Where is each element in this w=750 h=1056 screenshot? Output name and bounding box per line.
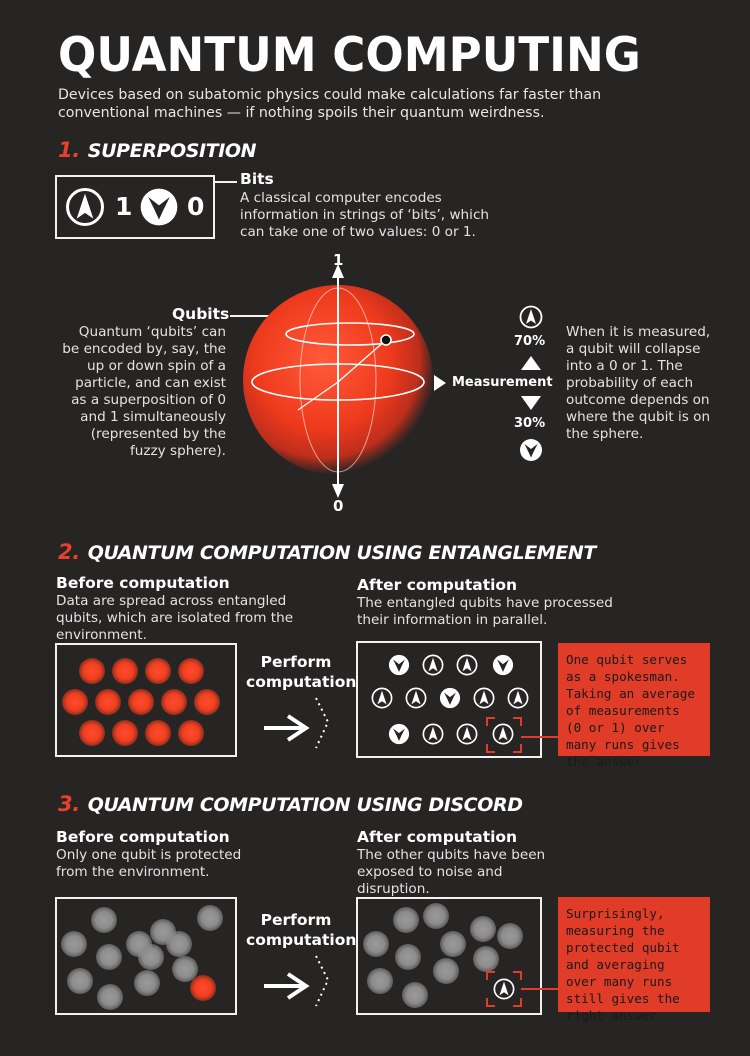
bits-heading: Bits xyxy=(240,170,274,188)
s2-after-qubits-box xyxy=(356,641,542,758)
grey-qubit xyxy=(402,982,428,1008)
section-3-heading xyxy=(58,792,523,816)
spin-up-icon xyxy=(405,687,427,709)
measurement-description: When it is measured, a qubit will collapse into a 0 or 1. The probability of each outcome depends on where the qubit is on the sphere. xyxy=(566,324,711,442)
spin-up-icon xyxy=(422,723,444,745)
s2-note-box: One qubit serves as a spokesman. Taking an average of measurements (0 or 1) over many runs gives the answer. xyxy=(558,643,710,756)
qubit-state-point xyxy=(381,335,391,345)
red-qubit xyxy=(79,720,105,746)
spin-up-icon xyxy=(519,305,543,329)
spin-up-icon xyxy=(456,654,478,676)
s2-perform-label: Perform computation xyxy=(246,653,357,691)
triangle-down-icon xyxy=(521,396,541,410)
red-qubit xyxy=(112,720,138,746)
s3-note-box: Surprisingly, measuring the protected qubit and averaging over many runs still gives the right answer. xyxy=(558,897,710,1012)
bits-connector xyxy=(215,181,237,183)
grey-qubit xyxy=(97,984,123,1010)
red-qubit xyxy=(95,689,121,715)
prob-down-label: 30% xyxy=(514,416,546,431)
bits-description: A classical computer encodes information in strings of ‘bits’, which can take one of two values: 0 or 1. xyxy=(240,190,490,240)
s3-after-heading: After computation xyxy=(357,828,518,846)
page-title: QUANTUM COMPUTING xyxy=(58,28,641,83)
triangle-up-icon xyxy=(521,356,541,370)
red-qubit xyxy=(62,689,88,715)
spin-up-icon xyxy=(507,687,529,709)
section-1-heading xyxy=(58,138,256,162)
page-subtitle: Devices based on subatomic physics could make calculations far faster than conventional machines — if nothing spoils their quantum weirdness. xyxy=(58,87,602,121)
s3-process-arrow-icon xyxy=(262,950,330,1012)
grey-qubit xyxy=(134,970,160,996)
red-qubit xyxy=(178,658,204,684)
qubits-heading: Qubits xyxy=(172,305,230,323)
section-1-title: SUPERPOSITION xyxy=(87,140,257,162)
grey-qubit xyxy=(497,923,523,949)
focus-bracket-icon xyxy=(486,717,522,753)
grey-qubit xyxy=(138,944,164,970)
grey-qubit xyxy=(433,958,459,984)
measurement-arrow-icon xyxy=(433,374,447,392)
protected-qubit xyxy=(190,975,216,1001)
grey-qubit xyxy=(166,931,192,957)
prob-up-label: 70% xyxy=(514,334,546,349)
grey-qubit xyxy=(61,931,87,957)
s2-after-text: The entangled qubits have processed their information in parallel. xyxy=(357,595,613,628)
red-qubit xyxy=(112,658,138,684)
s2-before-qubits-box xyxy=(55,643,237,757)
bit-one-label: 1 xyxy=(115,192,133,221)
s3-perform-label: Perform computation xyxy=(246,911,357,949)
grey-qubit xyxy=(473,946,499,972)
section-2-number: 2. xyxy=(58,540,80,564)
axis-zero-label: 0 xyxy=(333,497,344,515)
s3-note-connector xyxy=(521,988,558,990)
grey-qubit xyxy=(96,944,122,970)
section-3-title: QUANTUM COMPUTATION USING DISCORD xyxy=(87,794,523,816)
red-qubit xyxy=(79,658,105,684)
s3-after-qubits-box xyxy=(356,897,542,1015)
s3-after-text: The other qubits have been exposed to noise and disruption. xyxy=(357,847,546,897)
bit-zero-label: 0 xyxy=(187,192,205,221)
red-qubit xyxy=(178,720,204,746)
grey-qubit xyxy=(393,907,419,933)
qubits-description: Quantum ‘qubits’ can be encoded by, say, the up or down spin of a particle, and can exist as a superposition of 0 and 1 simultaneously (represented by the fuzzy sphere). xyxy=(62,324,226,459)
bit-down-icon xyxy=(139,187,179,227)
red-qubit xyxy=(128,689,154,715)
red-qubit xyxy=(194,689,220,715)
s3-before-heading: Before computation xyxy=(56,828,230,846)
s2-before-heading: Before computation xyxy=(56,574,230,592)
measurement-label: Measurement xyxy=(452,375,553,390)
bits-box xyxy=(55,175,215,239)
grey-qubit xyxy=(423,903,449,929)
grey-qubit xyxy=(363,931,389,957)
spin-up-icon xyxy=(371,687,393,709)
s2-after-heading: After computation xyxy=(357,576,518,594)
spin-up-icon xyxy=(473,687,495,709)
s3-before-text: Only one qubit is protected from the environment. xyxy=(56,847,242,880)
spin-down-icon xyxy=(492,654,514,676)
grey-qubit xyxy=(395,944,421,970)
spin-up-icon xyxy=(456,723,478,745)
section-3-number: 3. xyxy=(58,792,80,816)
bloch-sphere-diagram xyxy=(240,250,440,520)
grey-qubit xyxy=(367,968,393,994)
spin-up-icon xyxy=(422,654,444,676)
spin-down-icon xyxy=(519,438,543,462)
grey-qubit xyxy=(470,916,496,942)
axis-down-arrow xyxy=(332,484,344,498)
grey-qubit xyxy=(91,907,117,933)
s2-before-text: Data are spread across entangled qubits, which are isolated from the environment. xyxy=(56,593,294,643)
spin-up-icon xyxy=(493,978,515,1000)
section-1-number: 1. xyxy=(58,138,80,162)
grey-qubit xyxy=(440,931,466,957)
axis-one-label: 1 xyxy=(333,251,344,269)
grey-qubit xyxy=(67,968,93,994)
s3-before-qubits-box xyxy=(55,897,237,1015)
spin-down-icon xyxy=(388,723,410,745)
red-qubit xyxy=(161,689,187,715)
spin-down-icon xyxy=(388,654,410,676)
section-2-title: QUANTUM COMPUTATION USING ENTANGLEMENT xyxy=(87,542,596,564)
grey-qubit xyxy=(197,905,223,931)
bit-up-icon xyxy=(65,187,105,227)
red-qubit xyxy=(145,720,171,746)
s2-process-arrow-icon xyxy=(262,692,330,754)
spin-down-icon xyxy=(439,687,461,709)
red-qubit xyxy=(145,658,171,684)
section-2-heading xyxy=(58,540,596,564)
s2-note-connector xyxy=(521,736,558,738)
